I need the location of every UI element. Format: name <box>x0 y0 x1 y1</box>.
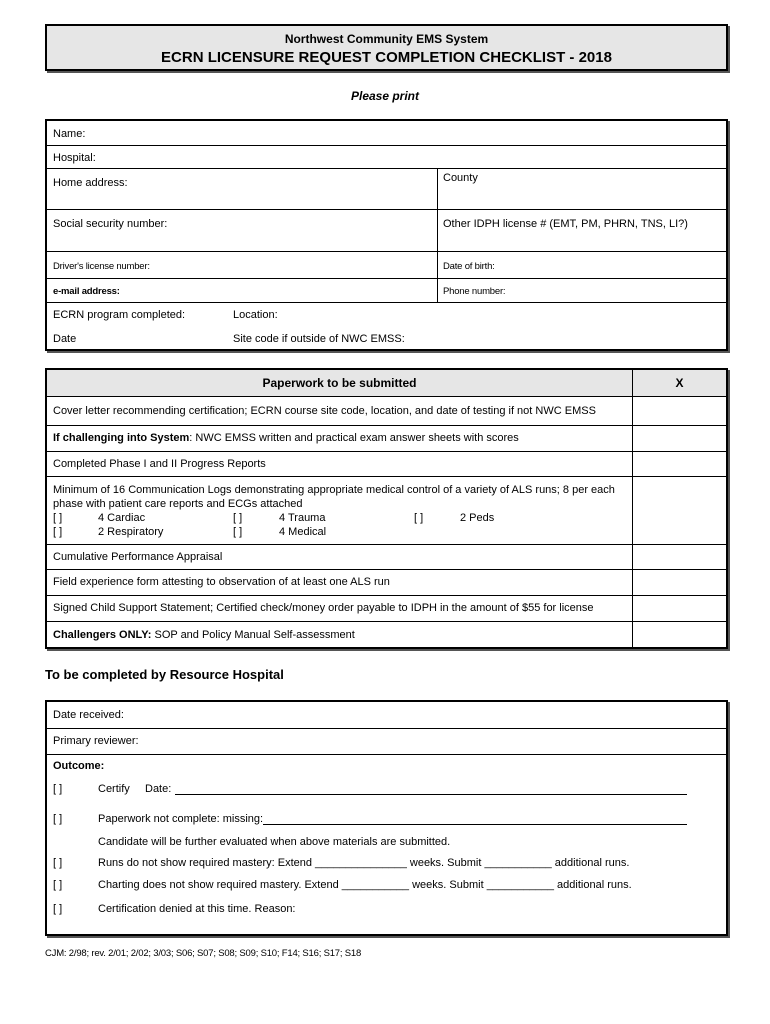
candidate-note: Candidate will be further evaluated when above materials are submitted. <box>98 836 451 848</box>
form-title: ECRN LICENSURE REQUEST COMPLETION CHECKLIST - 2018 <box>161 49 612 66</box>
check-cell-6[interactable] <box>633 570 726 595</box>
location-label[interactable]: Location: <box>233 309 278 321</box>
certify-checkbox[interactable]: [ ] <box>53 783 63 795</box>
medical-checkbox[interactable]: [ ] <box>233 526 243 538</box>
site-code-label[interactable]: Site code if outside of NWC EMSS: <box>233 333 405 345</box>
outcome-label: Outcome: <box>53 760 105 772</box>
check-cell-8[interactable] <box>633 622 726 648</box>
org-name: Northwest Community EMS System <box>284 32 489 46</box>
check-cell-2[interactable] <box>633 426 726 451</box>
name-label[interactable]: Name: <box>53 128 86 140</box>
certify-date-line[interactable] <box>175 794 687 795</box>
row-performance-appraisal: Cumulative Performance Appraisal <box>53 551 223 563</box>
row-cover-letter: Cover letter recommending certification; ECRN course site code, location, and date of testing if not NWC EMSS <box>53 405 596 417</box>
ecrn-completed-label[interactable]: ECRN program completed: <box>53 309 186 321</box>
ssn-label[interactable]: Social security number: <box>53 218 168 230</box>
paperwork-header: Paperwork to be submitted <box>262 376 417 390</box>
cardiac-checkbox[interactable]: [ ] <box>53 512 63 524</box>
check-cell-7[interactable] <box>633 596 726 621</box>
charting-mastery-label: Charting does not show required mastery. Extend ___________ weeks. Submit ___________ additional runs. <box>98 879 632 891</box>
home-address-label[interactable]: Home address: <box>53 177 128 189</box>
date-label[interactable]: Date <box>53 333 77 345</box>
denied-checkbox[interactable]: [ ] <box>53 903 63 915</box>
respiratory-checkbox[interactable]: [ ] <box>53 526 63 538</box>
check-cell-3[interactable] <box>633 452 726 476</box>
missing-items-line[interactable] <box>263 824 687 825</box>
runs-mastery-checkbox[interactable]: [ ] <box>53 857 63 869</box>
email-label[interactable]: e-mail address: <box>53 286 120 297</box>
runs-mastery-label: Runs do not show required mastery: Extend _______________ weeks. Submit ___________ additional runs. <box>98 857 630 869</box>
charting-mastery-checkbox[interactable]: [ ] <box>53 879 63 891</box>
phone-label[interactable]: Phone number: <box>443 286 506 297</box>
hospital-label[interactable]: Hospital: <box>53 152 96 164</box>
revision-footer: CJM: 2/98; rev. 2/01; 2/02; 3/03; S06; S07; S08; S09; S10; F14; S16; S17; S18 <box>45 948 362 959</box>
row-field-experience: Field experience form attesting to observation of at least one ALS run <box>53 576 390 588</box>
resource-heading: To be completed by Resource Hospital <box>45 667 284 682</box>
please-print: Please print <box>350 89 420 103</box>
row-comm-logs-line2: phase with patient care reports and ECGs attached <box>53 498 303 510</box>
denied-label: Certification denied at this time. Reason: <box>98 903 296 915</box>
check-cell-4[interactable] <box>633 477 726 544</box>
dob-label[interactable]: Date of birth: <box>443 261 495 272</box>
row-child-support: Signed Child Support Statement; Certified check/money order payable to IDPH in the amount of $55 for license <box>53 602 594 614</box>
medical-label: 4 Medical <box>279 526 327 538</box>
check-cell-5[interactable] <box>633 545 726 569</box>
certify-date-label: Date: <box>145 783 172 795</box>
respiratory-label: 2 Respiratory <box>98 526 164 538</box>
row-challenging <box>53 432 519 445</box>
primary-reviewer-label[interactable]: Primary reviewer: <box>53 735 139 747</box>
peds-checkbox[interactable]: [ ] <box>414 512 424 524</box>
paperwork-incomplete-checkbox[interactable]: [ ] <box>53 813 63 825</box>
paperwork-incomplete-label: Paperwork not complete: missing: <box>98 813 264 825</box>
county-label[interactable]: County <box>443 172 478 184</box>
cardiac-label: 4 Cardiac <box>98 512 146 524</box>
drivers-license-label[interactable]: Driver's license number: <box>53 261 150 272</box>
check-cell-1[interactable] <box>633 397 726 425</box>
row-challengers-bold: Challengers ONLY: <box>53 629 152 641</box>
date-received-label[interactable]: Date received: <box>53 709 124 721</box>
certify-label: Certify <box>98 783 130 795</box>
row-progress-reports: Completed Phase I and II Progress Reports <box>53 458 266 470</box>
row-challengers-text: SOP and Policy Manual Self-assessment <box>151 629 355 641</box>
trauma-checkbox[interactable]: [ ] <box>233 512 243 524</box>
peds-label: 2 Peds <box>460 512 495 524</box>
x-column-header: X <box>675 376 684 390</box>
row-challenging-bold: If challenging into System <box>53 432 190 444</box>
other-license-label[interactable]: Other IDPH license # (EMT, PM, PHRN, TNS, LI?) <box>443 218 688 230</box>
row-comm-logs-line1: Minimum of 16 Communication Logs demonstrating appropriate medical control of a variety of ALS runs; 8 per each <box>53 484 615 496</box>
row-challengers <box>53 629 355 642</box>
row-challenging-text: : NWC EMSS written and practical exam answer sheets with scores <box>189 432 519 444</box>
trauma-label: 4 Trauma <box>279 512 326 524</box>
